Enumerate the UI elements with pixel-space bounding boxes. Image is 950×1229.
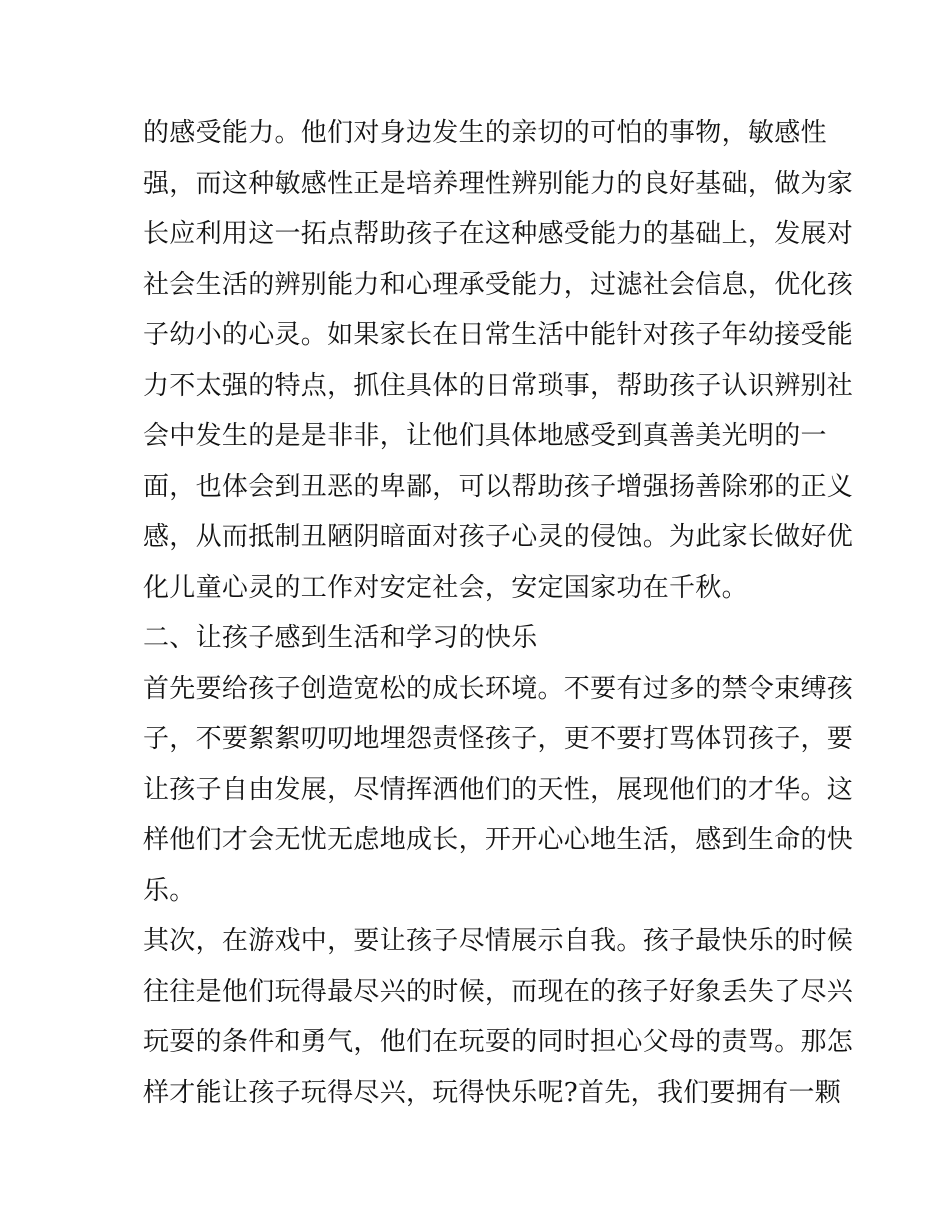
text-line-8: 面，也体会到丑恶的卑鄙，可以帮助孩子增强扬善除邪的正义 xyxy=(143,471,854,502)
text-line-18: 往往是他们玩得最尽兴的时候，而现在的孩子好象丢失了尽兴 xyxy=(143,976,854,1007)
text-line-3: 长应利用这一拓点帮助孩子在这种感受能力的基础上，发展对 xyxy=(143,219,854,249)
text-line-5: 子幼小的心灵。如果家长在日常生活中能针对孩子年幼接受能 xyxy=(143,320,854,350)
text-line-20: 样才能让孩子玩得尽兴，玩得快乐呢?首先，我们要拥有一颗 xyxy=(143,1077,842,1108)
text-line-10: 化儿童心灵的工作对安定社会，安定国家功在千秋。 xyxy=(143,572,748,603)
text-line-6: 力不太强的特点，抓住具体的日常琐事，帮助孩子认识辨别社 xyxy=(143,370,854,401)
text-line-16: 乐。 xyxy=(143,875,196,906)
text-line-12: 首先要给孩子创造宽松的成长环境。不要有过多的禁令束缚孩 xyxy=(143,673,854,704)
text-line-17: 其次，在游戏中，要让孩子尽情展示自我。孩子最快乐的时候 xyxy=(143,926,854,956)
text-line-2: 强，而这种敏感性正是培养理性辨别能力的良好基础，做为家 xyxy=(143,168,854,199)
text-line-9: 感，从而抵制丑陋阴暗面对孩子心灵的侵蚀。为此家长做好优 xyxy=(143,522,854,552)
document-body xyxy=(143,108,854,1118)
section-heading: 二、让孩子感到生活和学习的快乐 xyxy=(143,623,538,653)
text-line-13: 子，不要絮絮叨叨地埋怨责怪孩子，更不要打骂体罚孩子，要 xyxy=(143,724,854,754)
text-line-4: 社会生活的辨别能力和心理承受能力，过滤社会信息，优化孩 xyxy=(143,269,854,300)
text-line-14: 让孩子自由发展，尽情挥洒他们的天性，展现他们的才华。这 xyxy=(143,774,854,805)
text-line-19: 玩耍的条件和勇气，他们在玩耍的同时担心父母的责骂。那怎 xyxy=(143,1027,854,1057)
text-line-7: 会中发生的是是非非，让他们具体地感受到真善美光明的一 xyxy=(143,421,827,451)
text-line-1: 的感受能力。他们对身边发生的亲切的可怕的事物，敏感性 xyxy=(143,118,827,148)
text-line-15: 样他们才会无忧无虑地成长，开开心心地生活，感到生命的快 xyxy=(143,825,854,855)
